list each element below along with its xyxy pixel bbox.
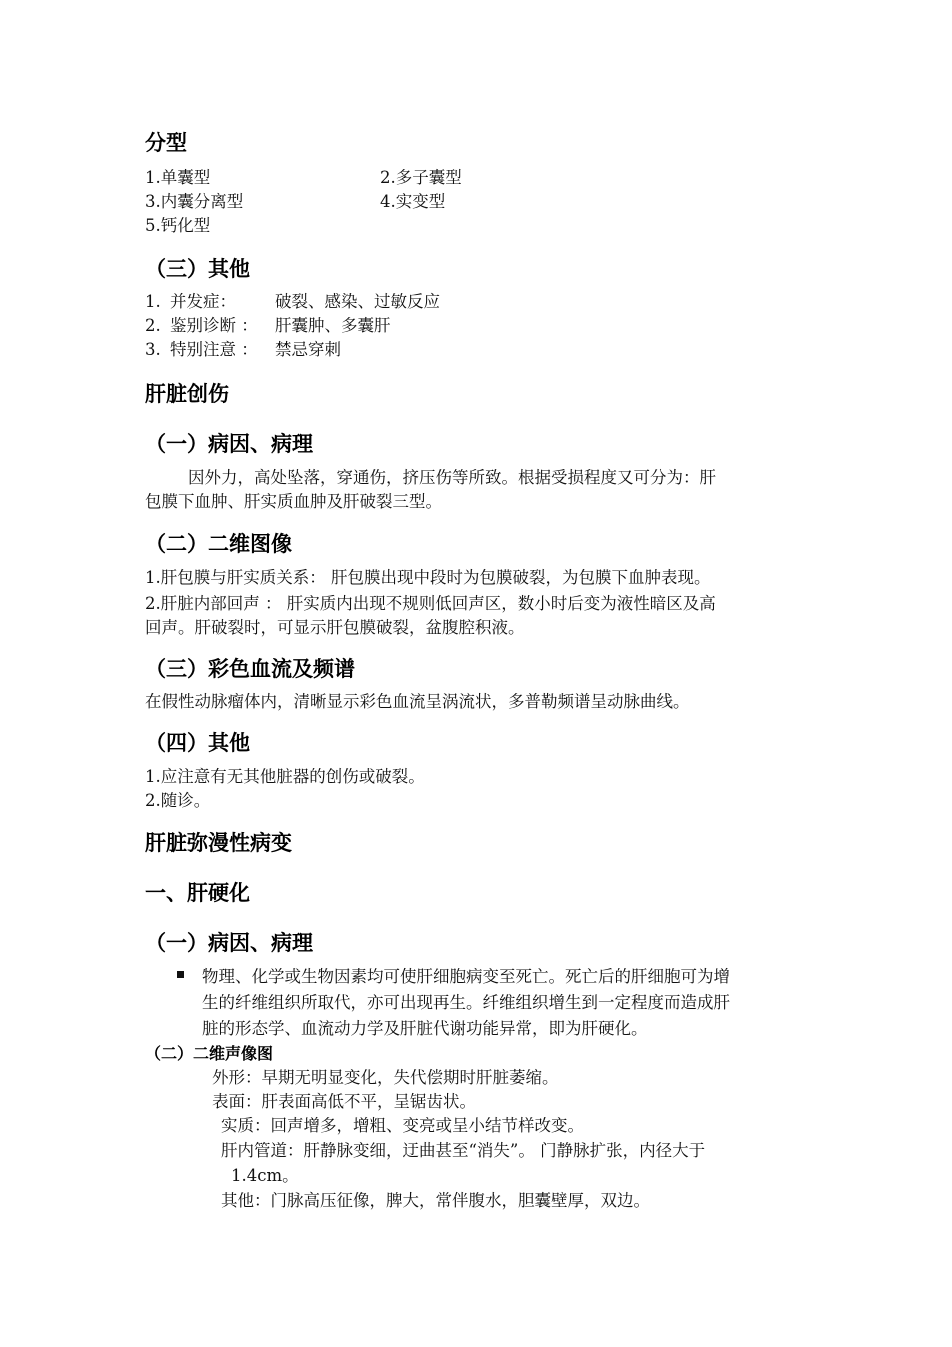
trauma-2d-line-1: 1.肝包膜与肝实质关系： 肝包膜出现中段时为包膜破裂，为包膜下血肿表现。: [145, 568, 711, 587]
trauma-etiology-line-1: 因外力，高处坠落，穿通伤，挤压伤等所致。根据受损程度又可分为：肝: [188, 468, 716, 487]
section-title-diffuse-liver: 肝脏弥漫性病变: [145, 831, 292, 855]
other-row-2-num: 2.: [145, 316, 161, 335]
other-row-1-label: 并发症：: [170, 292, 236, 311]
cirrhosis-surface: 表面：肝表面高低不平，呈锯齿状。: [212, 1092, 476, 1111]
heading-cirrhosis-etiology: （一）病因、病理: [145, 931, 313, 955]
other-row-2-value: 肝囊肿、多囊肝: [275, 316, 391, 335]
type-item-3: 3.内囊分离型: [145, 192, 244, 211]
trauma-etiology-line-2: 包膜下血肿、肝实质血肿及肝破裂三型。: [145, 492, 442, 511]
heading-trauma-2d-image: （二）二维图像: [145, 532, 292, 556]
type-item-5: 5.钙化型: [145, 216, 211, 235]
heading-other: （三）其他: [145, 257, 250, 281]
trauma-other-line-1: 1.应注意有无其他脏器的创伤或破裂。: [145, 767, 425, 786]
trauma-2d-line-2: 2.肝脏内部回声 ： 肝实质内出现不规则低回声区，数小时后变为液性暗区及高: [145, 594, 716, 613]
other-row-2-label: 鉴别诊断 ：: [170, 316, 258, 335]
cirrhosis-vessels-cont: 1.4cm。: [231, 1166, 299, 1185]
cirrhosis-bullet-line-1: 物理、化学或生物因素均可使肝细胞病变至死亡。死亡后的肝细胞可为增: [202, 967, 730, 986]
heading-trauma-etiology: （一）病因、病理: [145, 432, 313, 456]
cirrhosis-bullet-line-2: 生的纤维组织所取代，亦可出现再生。纤维组织增生到一定程度而造成肝: [202, 993, 730, 1012]
type-item-4: 4.实变型: [380, 192, 446, 211]
trauma-2d-line-3: 回声。肝破裂时，可显示肝包膜破裂，盆腹腔积液。: [145, 618, 525, 637]
trauma-color-flow-text: 在假性动脉瘤体内，清晰显示彩色血流呈涡流状，多普勒频谱呈动脉曲线。: [145, 692, 690, 711]
type-item-2: 2.多子囊型: [380, 168, 462, 187]
cirrhosis-shape: 外形：早期无明显变化，失代偿期时肝脏萎缩。: [212, 1068, 559, 1087]
type-item-1: 1.单囊型: [145, 168, 211, 187]
other-row-3-label: 特别注意 ：: [170, 340, 258, 359]
other-row-3-num: 3.: [145, 340, 161, 359]
heading-classification: 分型: [145, 131, 187, 155]
heading-cirrhosis-2d-image: （二）二维声像图: [145, 1044, 274, 1063]
other-row-3-value: 禁忌穿刺: [275, 340, 341, 359]
cirrhosis-parenchyma: 实质：回声增多，增粗、变亮或呈小结节样改变。: [221, 1116, 584, 1135]
heading-trauma-color-flow: （三）彩色血流及频谱: [145, 657, 355, 681]
trauma-other-line-2: 2.随诊。: [145, 791, 211, 810]
cirrhosis-other: 其他：门脉高压征像，脾大，常伴腹水，胆囊壁厚，双边。: [221, 1191, 650, 1210]
other-row-1-value: 破裂、感染、过敏反应: [275, 292, 440, 311]
other-row-1-num: 1.: [145, 292, 161, 311]
bullet-square-icon: [177, 971, 184, 978]
cirrhosis-bullet-line-3: 脏的形态学、血流动力学及肝脏代谢功能异常，即为肝硬化。: [202, 1019, 648, 1038]
section-title-liver-trauma: 肝脏创伤: [145, 382, 229, 406]
heading-cirrhosis: 一、肝硬化: [145, 881, 250, 905]
heading-trauma-other: （四）其他: [145, 731, 250, 755]
cirrhosis-vessels: 肝内管道：肝静脉变细，迂曲甚至“消失”。 门静脉扩张，内径大于: [221, 1141, 706, 1160]
